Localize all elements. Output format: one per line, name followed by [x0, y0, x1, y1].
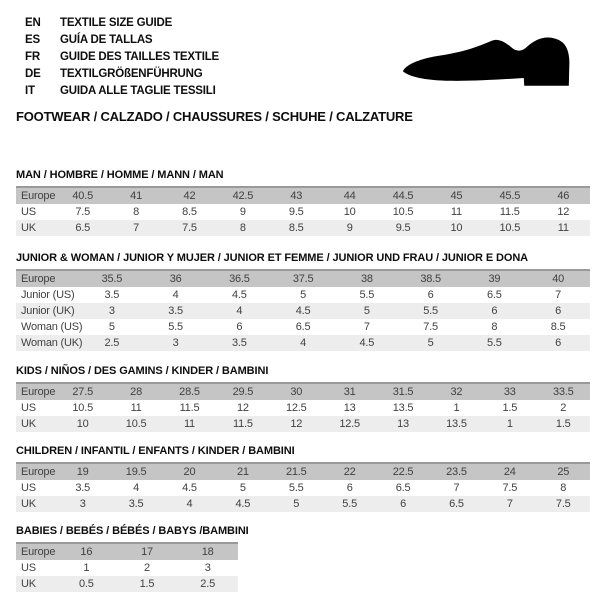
size-cell: 6 — [376, 496, 429, 512]
size-cell: 1 — [453, 402, 460, 414]
size-cell: 5.5 — [463, 335, 527, 351]
size-cell: 10.5 — [392, 206, 414, 218]
size-cell: 38 — [335, 270, 399, 287]
size-cell: 7 — [555, 289, 562, 301]
row-label: Europe — [16, 543, 56, 560]
size-cell: 9 — [239, 206, 246, 218]
row-label: US — [21, 562, 36, 574]
size-table — [16, 462, 590, 512]
size-cell: 38.5 — [399, 270, 463, 287]
size-cell: 3 — [144, 335, 208, 351]
size-cell: 29.5 — [216, 383, 269, 400]
size-cell: 3.5 — [75, 482, 91, 494]
size-cell: 46 — [537, 187, 590, 204]
table-title: BABIES / BEBÉS / BÉBÉS / BABYS /BAMBINI — [16, 525, 249, 537]
size-cell: 12 — [557, 206, 570, 218]
size-cell: 12.5 — [285, 402, 307, 414]
size-cell: 25 — [537, 463, 590, 480]
size-cell: 4 — [172, 289, 179, 301]
size-cell: 6 — [526, 303, 590, 319]
size-cell: 40.5 — [56, 187, 109, 204]
size-cell: 33 — [483, 383, 536, 400]
size-cell: 1.5 — [117, 576, 178, 592]
table-row — [16, 400, 590, 416]
language-label: GUIDE DES TAILLES TEXTILE — [60, 51, 219, 63]
row-label: Europe — [16, 383, 56, 400]
size-cell: 37.5 — [271, 270, 335, 287]
size-cell: 4.5 — [232, 289, 247, 301]
size-cell: 5 — [108, 321, 115, 333]
size-cell: 7 — [363, 321, 370, 333]
size-cell: 5.5 — [288, 482, 304, 494]
size-cell: 42 — [163, 187, 216, 204]
size-cell: 8.5 — [182, 206, 197, 218]
size-cell: 5 — [270, 496, 323, 512]
size-cell: 8 — [133, 206, 140, 218]
size-cell: 28 — [109, 383, 162, 400]
size-cell: 10.5 — [109, 416, 162, 432]
row-label: UK — [16, 496, 56, 512]
size-cell: 6 — [526, 335, 590, 351]
size-cell: 6.5 — [430, 496, 483, 512]
size-cell: 31.5 — [376, 383, 429, 400]
table-row — [16, 319, 590, 335]
size-cell: 40 — [526, 270, 590, 287]
size-cell: 36.5 — [208, 270, 272, 287]
size-cell: 6 — [463, 303, 527, 319]
size-cell: 21 — [216, 463, 269, 480]
language-label: GUÍA DE TALLAS — [60, 34, 153, 46]
size-cell: 3 — [56, 496, 109, 512]
size-cell: 9.5 — [288, 206, 304, 218]
size-cell: 9 — [323, 220, 376, 236]
size-cell: 12 — [236, 402, 249, 414]
size-cell: 3.5 — [144, 303, 208, 319]
size-cell: 1 — [483, 416, 536, 432]
size-cell: 35.5 — [80, 270, 144, 287]
size-cell: 10 — [430, 220, 483, 236]
shoe-silhouette — [403, 37, 570, 85]
size-cell: 6.5 — [395, 482, 411, 494]
size-cell: 4 — [163, 496, 216, 512]
size-table — [16, 542, 238, 592]
size-cell: 6 — [346, 482, 353, 494]
size-cell: 19 — [56, 463, 109, 480]
size-cell: 5.5 — [323, 496, 376, 512]
size-cell: 19.5 — [109, 463, 162, 480]
table-row — [16, 480, 590, 496]
size-cell: 44 — [323, 187, 376, 204]
size-cell: 5 — [399, 335, 463, 351]
size-cell: 3.5 — [208, 335, 272, 351]
size-cell: 12 — [270, 416, 323, 432]
size-cell: 6 — [427, 289, 434, 301]
size-cell: 1.5 — [537, 416, 590, 432]
size-cell: 4 — [271, 335, 335, 351]
size-cell: 2.5 — [177, 576, 238, 592]
size-cell: 10 — [343, 206, 356, 218]
size-cell: 13.5 — [430, 416, 483, 432]
size-cell: 18 — [177, 543, 238, 560]
size-cell: 28.5 — [163, 383, 216, 400]
row-label: Woman (UK) — [16, 335, 80, 351]
size-cell: 4.5 — [271, 303, 335, 319]
size-table — [16, 382, 590, 432]
size-cell: 5.5 — [359, 289, 375, 301]
size-cell: 2 — [144, 562, 150, 574]
language-label: TEXTILE SIZE GUIDE — [60, 17, 173, 29]
size-cell: 13 — [343, 402, 356, 414]
row-label: US — [21, 206, 36, 218]
table-row — [16, 463, 590, 480]
row-label: UK — [16, 220, 56, 236]
size-cell: 6.5 — [56, 220, 109, 236]
table-row — [16, 335, 590, 351]
size-cell: 4.5 — [335, 335, 399, 351]
size-cell: 4.5 — [216, 496, 269, 512]
size-cell: 7.5 — [75, 206, 91, 218]
size-cell: 7.5 — [163, 220, 216, 236]
size-cell: 5 — [300, 289, 307, 301]
size-cell: 11 — [450, 206, 462, 218]
size-cell: 4 — [208, 303, 272, 319]
size-cell: 23.5 — [430, 463, 483, 480]
table-row — [16, 270, 590, 287]
size-cell: 22.5 — [376, 463, 429, 480]
size-cell: 17 — [117, 543, 178, 560]
size-cell: 11 — [163, 416, 216, 432]
table-row — [16, 287, 590, 303]
row-label: Europe — [16, 463, 56, 480]
size-cell: 7.5 — [537, 496, 590, 512]
size-cell: 3.5 — [104, 289, 120, 301]
size-cell: 8.5 — [550, 321, 566, 333]
size-cell: 6.5 — [295, 321, 311, 333]
row-label: Woman (US) — [21, 321, 83, 333]
size-table-section — [16, 445, 590, 512]
language-row — [25, 66, 219, 83]
size-cell: 7 — [453, 482, 460, 494]
size-cell: 39 — [463, 270, 527, 287]
size-cell: 36 — [144, 270, 208, 287]
row-label: UK — [16, 416, 56, 432]
size-cell: 8.5 — [270, 220, 323, 236]
table-row — [16, 204, 590, 220]
size-table-section — [16, 169, 590, 236]
size-cell: 31 — [323, 383, 376, 400]
size-cell: 11.5 — [216, 416, 269, 432]
size-cell: 5.5 — [399, 303, 463, 319]
size-cell: 33.5 — [537, 383, 590, 400]
size-cell: 8 — [216, 220, 269, 236]
size-cell: 8 — [491, 321, 498, 333]
size-table-section — [16, 252, 590, 351]
row-label: Europe — [16, 187, 56, 204]
table-title: KIDS / NIÑOS / DES GAMINS / KINDER / BAMBINI — [16, 365, 269, 377]
size-table — [16, 269, 590, 351]
size-cell: 12.5 — [323, 416, 376, 432]
size-cell: 6 — [236, 321, 243, 333]
language-code: ES — [25, 34, 40, 46]
language-row — [25, 32, 219, 49]
size-cell: 22 — [323, 463, 376, 480]
size-cell: 7.5 — [502, 482, 518, 494]
size-cell: 7 — [109, 220, 162, 236]
row-label: US — [21, 402, 36, 414]
size-cell: 32 — [430, 383, 483, 400]
size-cell: 7.5 — [423, 321, 438, 333]
shoe-icon — [397, 22, 583, 104]
size-cell: 41 — [109, 187, 162, 204]
size-cell: 7 — [483, 496, 536, 512]
table-title: CHILDREN / INFANTIL / ENFANTS / KINDER / BAMBINI — [16, 445, 295, 457]
table-title: JUNIOR & WOMAN / JUNIOR Y MUJER / JUNIOR ET FEMME / JUNIOR UND FRAU / JUNIOR E DONA — [16, 252, 529, 264]
size-cell: 5.5 — [168, 321, 183, 333]
language-code: EN — [25, 17, 41, 29]
size-table-section — [16, 525, 249, 592]
row-label: Junior (UK) — [16, 303, 80, 319]
size-cell: 3 — [80, 303, 144, 319]
size-cell: 30 — [270, 383, 323, 400]
table-row — [16, 303, 590, 319]
language-code: FR — [25, 51, 40, 63]
size-table — [16, 186, 590, 236]
table-row — [16, 416, 590, 432]
size-cell: 1.5 — [502, 402, 518, 414]
size-cell: 44.5 — [376, 187, 429, 204]
size-cell: 9.5 — [376, 220, 429, 236]
table-row — [16, 496, 590, 512]
category-title: FOOTWEAR / CALZADO / CHAUSSURES / SCHUHE / CALZATURE — [16, 109, 413, 124]
table-row — [16, 220, 590, 236]
size-cell: 11.5 — [499, 206, 520, 218]
language-label: TEXTILGRÖßENFÜHRUNG — [60, 68, 203, 80]
size-cell: 42.5 — [216, 187, 269, 204]
row-label: Junior (US) — [21, 289, 75, 301]
size-cell: 10.5 — [483, 220, 536, 236]
table-row — [16, 383, 590, 400]
size-cell: 27.5 — [56, 383, 109, 400]
language-row — [25, 83, 219, 100]
size-cell: 5 — [335, 303, 399, 319]
table-row — [16, 187, 590, 204]
size-cell: 1 — [83, 562, 90, 574]
size-cell: 10.5 — [72, 402, 93, 414]
size-cell: 13 — [376, 416, 429, 432]
size-table-section — [16, 365, 590, 432]
size-cell: 2 — [560, 402, 567, 414]
size-cell: 43 — [270, 187, 323, 204]
language-code: IT — [25, 85, 35, 97]
size-cell: 13.5 — [392, 402, 414, 414]
language-list — [25, 15, 219, 100]
size-cell: 3 — [204, 562, 211, 574]
row-label: Europe — [16, 270, 80, 287]
language-row — [25, 49, 219, 66]
size-cell: 4 — [133, 482, 140, 494]
size-cell: 11 — [130, 402, 142, 414]
language-row — [25, 15, 219, 32]
row-label: US — [21, 482, 36, 494]
table-title: MAN / HOMBRE / HOMME / MANN / MAN — [16, 169, 224, 181]
table-row — [16, 560, 238, 576]
size-cell: 6.5 — [487, 289, 502, 301]
size-cell: 16 — [56, 543, 117, 560]
size-cell: 20 — [163, 463, 216, 480]
size-cell: 4.5 — [182, 482, 197, 494]
row-label: UK — [16, 576, 56, 592]
size-cell: 21.5 — [270, 463, 323, 480]
size-cell: 45.5 — [483, 187, 536, 204]
size-cell: 11.5 — [179, 402, 200, 414]
size-cell: 5 — [239, 482, 246, 494]
table-row — [16, 576, 238, 592]
size-cell: 8 — [560, 482, 567, 494]
language-code: DE — [25, 68, 41, 80]
size-cell: 24 — [483, 463, 536, 480]
size-cell: 10 — [56, 416, 109, 432]
size-cell: 0.5 — [56, 576, 117, 592]
size-cell: 3.5 — [109, 496, 162, 512]
table-row — [16, 543, 238, 560]
language-label: GUIDA ALLE TAGLIE TESSILI — [60, 85, 216, 97]
size-cell: 11 — [537, 220, 590, 236]
size-cell: 2.5 — [80, 335, 144, 351]
size-cell: 45 — [430, 187, 483, 204]
